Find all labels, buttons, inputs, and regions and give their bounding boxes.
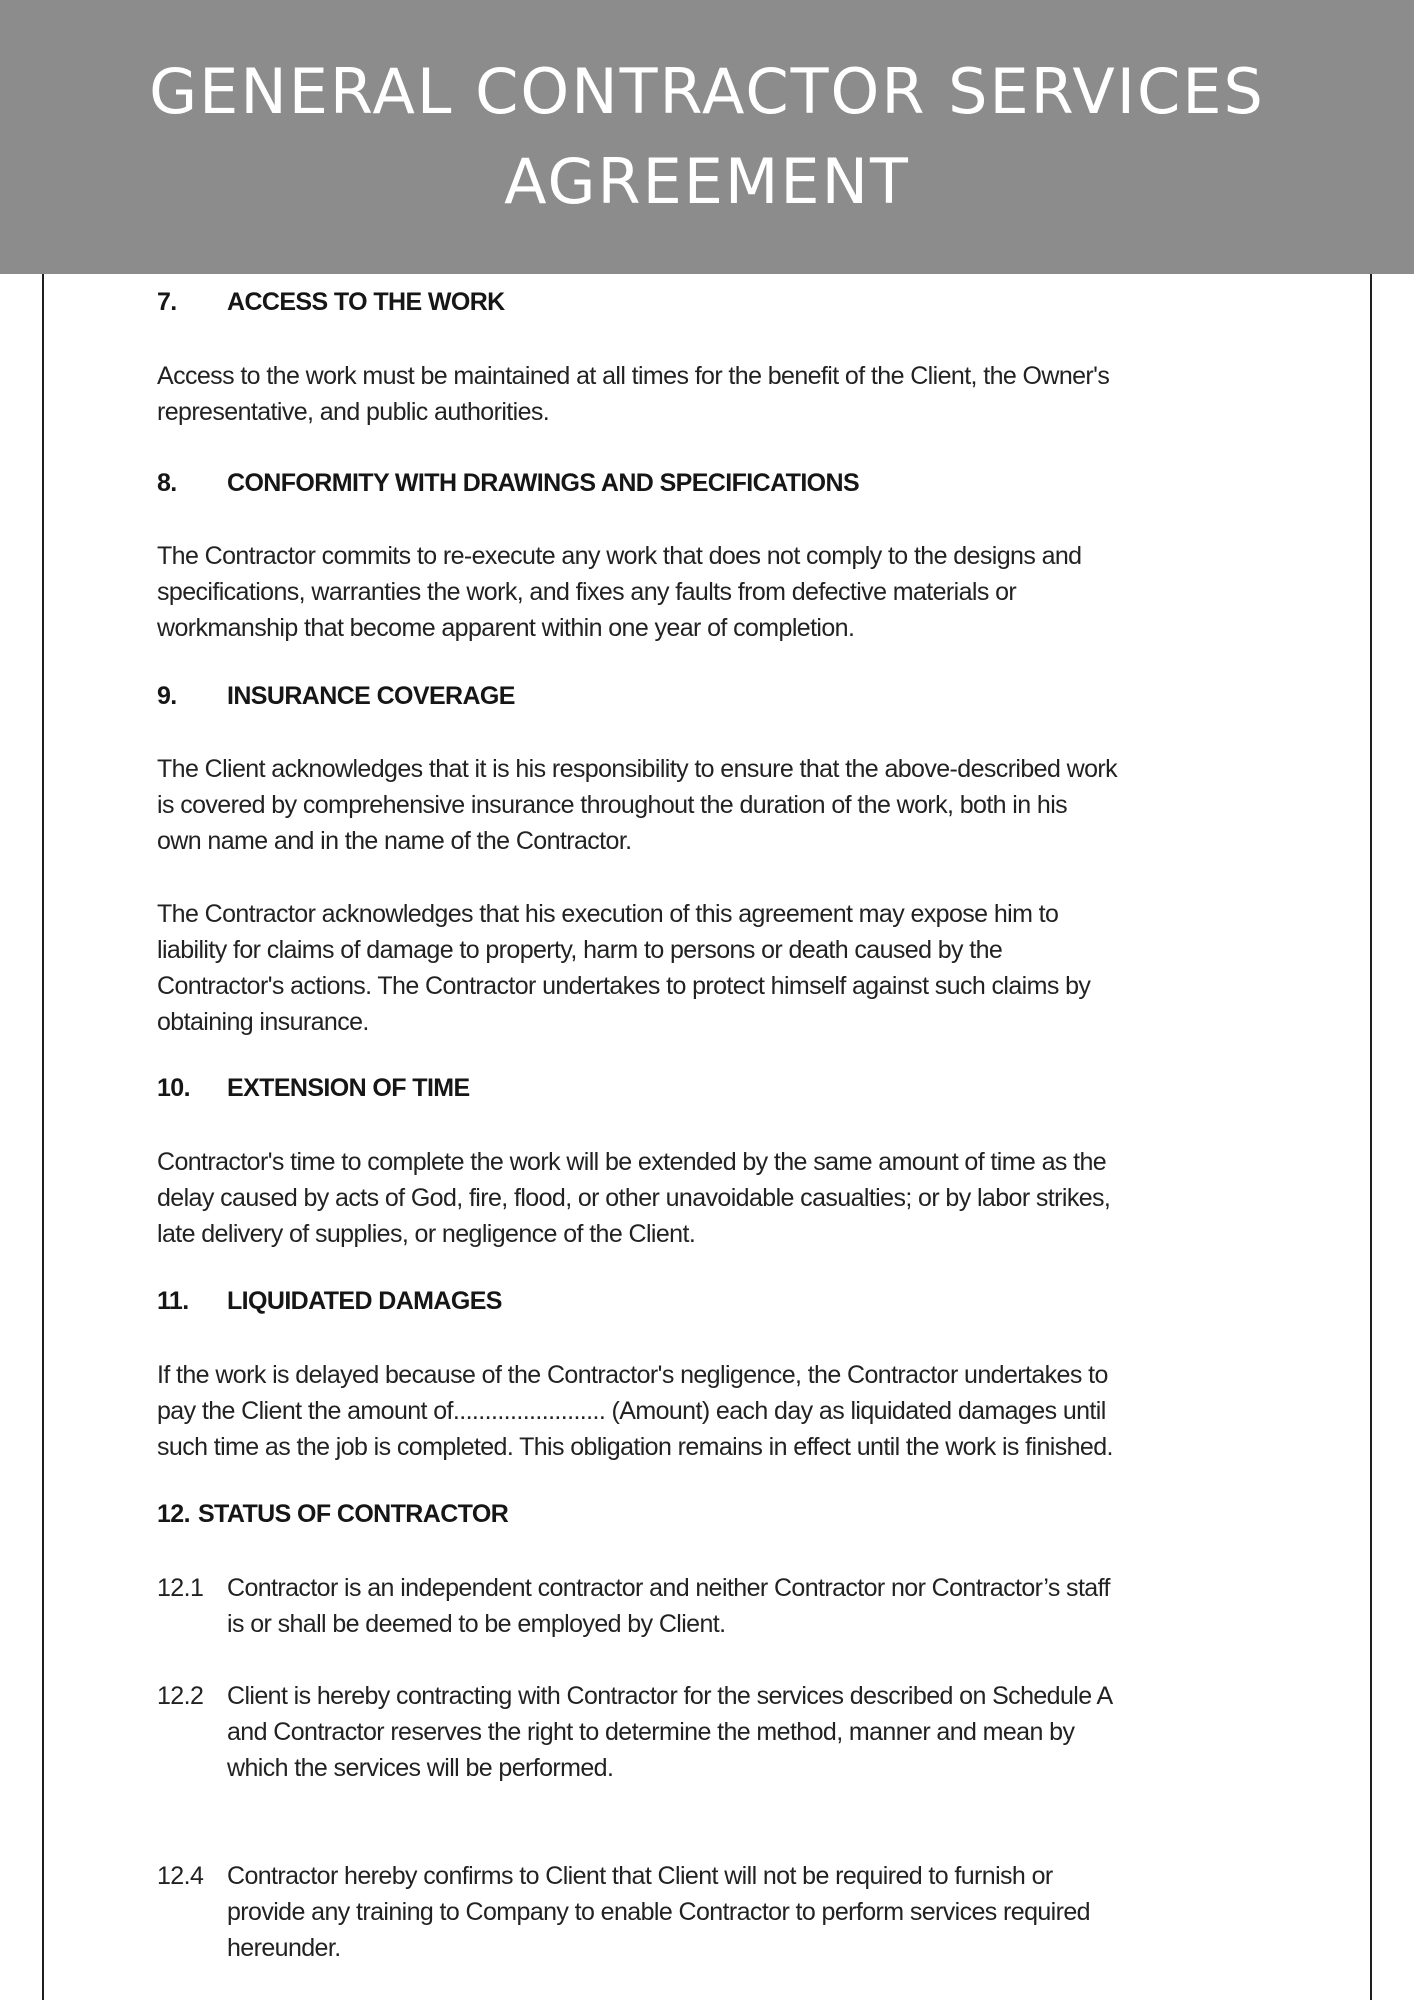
clause-12-4-line: hereunder. bbox=[227, 1934, 341, 1962]
section-9-title: INSURANCE COVERAGE bbox=[227, 682, 515, 710]
clause-12-1-number: 12.1 bbox=[157, 1574, 204, 1602]
section-10-paragraph bbox=[157, 1144, 1267, 1252]
clause-12-4 bbox=[157, 1858, 1267, 1966]
section-8-heading bbox=[157, 469, 859, 498]
section-7-number: 7. bbox=[157, 288, 177, 316]
section-9-paragraph-1 bbox=[157, 751, 1267, 859]
section-8-line: workmanship that become apparent within one year of completion. bbox=[157, 614, 855, 642]
clause-12-1-line: Contractor is an independent contractor and neither Contractor nor Contractor’s staff bbox=[227, 1574, 1110, 1602]
clause-12-4-line: provide any training to Company to enable Contractor to perform services required bbox=[227, 1898, 1090, 1926]
section-10-line: delay caused by acts of God, fire, flood, or other unavoidable casualties; or by labor strikes, bbox=[157, 1184, 1111, 1212]
section-10-title: EXTENSION OF TIME bbox=[227, 1074, 470, 1102]
section-9-number: 9. bbox=[157, 682, 177, 710]
page-title-line-2: AGREEMENT bbox=[504, 145, 910, 218]
clause-12-2-line: and Contractor reserves the right to determine the method, manner and mean by bbox=[227, 1718, 1075, 1746]
section-9-line: is covered by comprehensive insurance throughout the duration of the work, both in his bbox=[157, 791, 1068, 819]
clause-12-4-number: 12.4 bbox=[157, 1862, 204, 1890]
section-7-paragraph bbox=[157, 358, 1267, 430]
section-9-heading bbox=[157, 682, 515, 711]
clause-12-2-line: which the services will be performed. bbox=[227, 1754, 614, 1782]
section-8-line: The Contractor commits to re-execute any work that does not comply to the designs and bbox=[157, 542, 1082, 570]
section-12-number: 12. bbox=[157, 1500, 190, 1528]
section-7-title: ACCESS TO THE WORK bbox=[227, 288, 505, 316]
section-10-heading bbox=[157, 1074, 470, 1103]
section-11-title: LIQUIDATED DAMAGES bbox=[227, 1287, 502, 1315]
section-8-number: 8. bbox=[157, 469, 177, 497]
clause-12-1 bbox=[157, 1570, 1267, 1642]
section-12-title: STATUS OF CONTRACTOR bbox=[197, 1500, 509, 1528]
section-11-line: If the work is delayed because of the Contractor's negligence, the Contractor undertakes to bbox=[157, 1361, 1108, 1389]
section-10-line: late delivery of supplies, or negligence of the Client. bbox=[157, 1220, 696, 1248]
section-11-number: 11. bbox=[157, 1287, 189, 1315]
section-7-heading bbox=[157, 288, 505, 317]
section-12-heading bbox=[157, 1500, 508, 1529]
section-8-title: CONFORMITY WITH DRAWINGS AND SPECIFICATIONS bbox=[227, 469, 860, 497]
clause-12-2-line: Client is hereby contracting with Contractor for the services described on Schedule A bbox=[227, 1682, 1113, 1710]
section-9-paragraph-2 bbox=[157, 896, 1267, 1040]
clause-12-4-line: Contractor hereby confirms to Client that Client will not be required to furnish or bbox=[227, 1862, 1053, 1890]
section-7-line: representative, and public authorities. bbox=[157, 398, 550, 426]
clause-12-2 bbox=[157, 1678, 1267, 1786]
section-9-line: obtaining insurance. bbox=[157, 1008, 369, 1036]
section-10-number: 10. bbox=[157, 1074, 190, 1102]
section-11-line: such time as the job is completed. This obligation remains in effect until the work is finished. bbox=[157, 1433, 1113, 1461]
section-9-line: The Client acknowledges that it is his responsibility to ensure that the above-described work bbox=[157, 755, 1118, 783]
section-8-paragraph bbox=[157, 538, 1267, 646]
section-11-line: pay the Client the amount of........................ (Amount) each day as liquidated damages until bbox=[157, 1397, 1106, 1425]
clause-12-1-line: is or shall be deemed to be employed by Client. bbox=[227, 1610, 726, 1638]
section-10-line: Contractor's time to complete the work will be extended by the same amount of time as the bbox=[157, 1148, 1107, 1176]
section-9-line: liability for claims of damage to property, harm to persons or death caused by the bbox=[157, 936, 1003, 964]
section-8-line: specifications, warranties the work, and fixes any faults from defective materials or bbox=[157, 578, 1017, 606]
section-11-paragraph bbox=[157, 1357, 1267, 1465]
clause-12-2-number: 12.2 bbox=[157, 1682, 204, 1710]
page-title-line-1: GENERAL CONTRACTOR SERVICES bbox=[149, 55, 1265, 128]
section-9-line: The Contractor acknowledges that his execution of this agreement may expose him to bbox=[157, 900, 1059, 928]
section-9-line: Contractor's actions. The Contractor undertakes to protect himself against such claims by bbox=[157, 972, 1091, 1000]
section-11-heading bbox=[157, 1287, 502, 1316]
title-banner bbox=[0, 0, 1414, 274]
document-body bbox=[0, 274, 1414, 2000]
section-7-line: Access to the work must be maintained at all times for the benefit of the Client, the Owner's bbox=[157, 362, 1110, 390]
section-9-line: own name and in the name of the Contractor. bbox=[157, 827, 632, 855]
